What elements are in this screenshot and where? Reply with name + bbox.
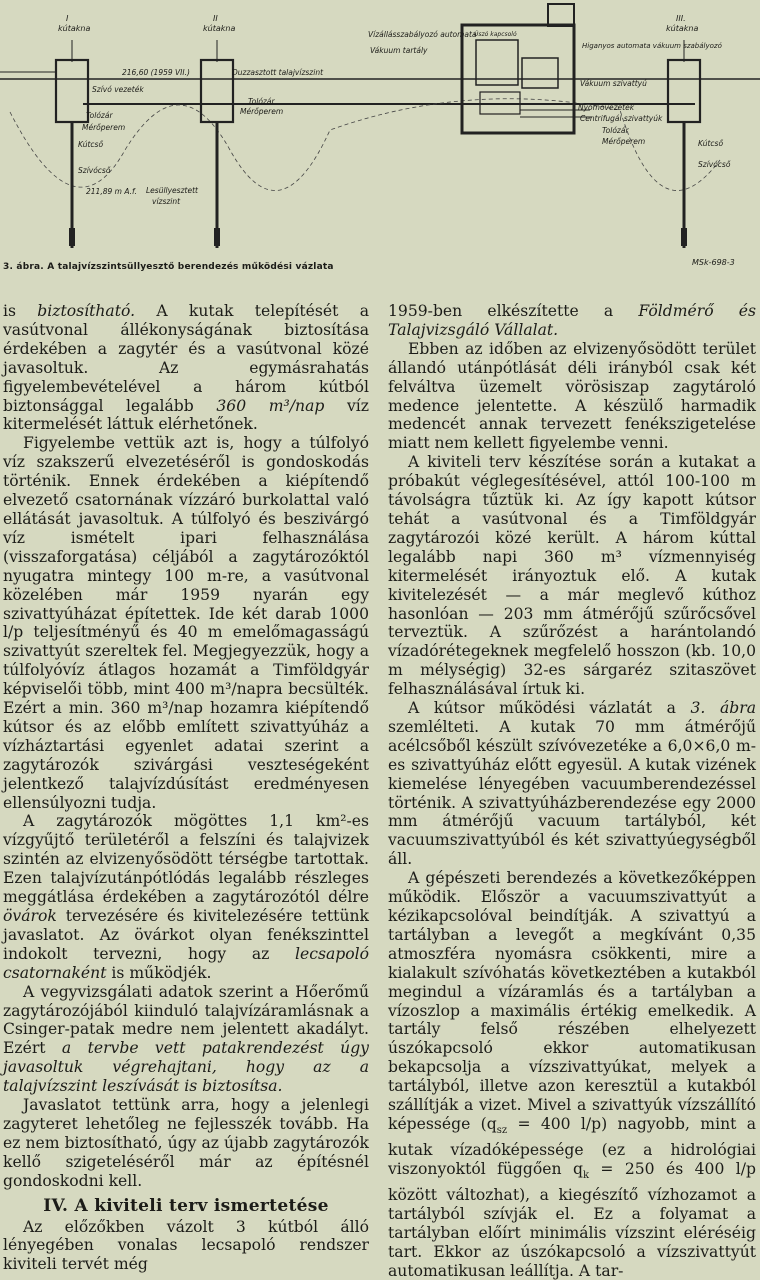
- centrifugal-pumps-label: Centrifugál szivattyúk: [580, 114, 663, 123]
- text-run: víz kitermelését láttuk elérhetőnek.: [3, 396, 369, 434]
- mercury-switch-label: Higanyos automata vákuum szabályozó: [582, 42, 722, 50]
- float-switch-label: Úszó kapcsoló: [474, 31, 517, 38]
- elevation-top-label: 216,60 (1959 VII.): [122, 68, 190, 77]
- paragraph: [3, 1096, 369, 1191]
- water-level-control-label: Vízállásszabályozó automata: [368, 30, 477, 39]
- text-run: Az előzőkben vázolt 3 kútból álló lényegében vonalas lecsapoló rendszer kiviteli tervét még: [3, 1217, 369, 1274]
- well-3-label: kútakna: [666, 24, 699, 33]
- pump-house: [462, 4, 592, 133]
- gasket-label-3: Tolózár: [602, 126, 629, 135]
- pressure-line-label: Nyomóvezeték: [578, 103, 635, 112]
- meter-flange-label-1: Mérőperem: [82, 123, 126, 132]
- well-pipe-label-3: Kútcső: [698, 139, 724, 148]
- dewatered-level-label: Duzzasztott talajvízszint: [232, 68, 324, 77]
- paragraph: [388, 340, 756, 453]
- well-2-number: II: [213, 14, 218, 23]
- well-pipe-label-1: Kútcső: [78, 140, 104, 149]
- elevation-bottom-label: 211,89 m A.f.: [86, 187, 137, 196]
- text-run: tervezésére és kivitelezésére tettünk javaslatot. Az övárkot olyan fenékszinttel indokolt tervezni, hogy az: [3, 907, 369, 963]
- paragraph: [388, 869, 756, 1280]
- well-1-label: kútakna: [58, 24, 91, 33]
- meter-flange-label-2: Mérőperem: [240, 107, 284, 116]
- lowered-level-label-1: Lesüllyesztett: [146, 186, 198, 195]
- paragraph: [388, 453, 756, 699]
- paragraph: [388, 302, 756, 340]
- text-run: biztosítható.: [37, 302, 136, 320]
- well-3: [668, 40, 700, 248]
- text-run: is: [3, 302, 38, 320]
- text-run: lecsapoló csatornaként: [3, 944, 369, 982]
- text-run: a tervbe vett patakrendezést úgy javasoltuk végrehajtani, hogy az a talajvízszint leszívását is biztosítsa.: [3, 1039, 369, 1096]
- text-run: 1959-ben elkészítette a: [388, 302, 639, 320]
- text-run: 3. ábra: [690, 699, 756, 718]
- vacuum-pump-label: Vákuum szivattyú: [580, 79, 647, 88]
- suction-pipe-label-1: Szívócső: [78, 166, 111, 175]
- text-run: A kútsor működési vázlatát a: [408, 699, 691, 718]
- text-run: sz: [496, 1125, 508, 1137]
- well-3-number: III.: [676, 14, 686, 23]
- text-run: is működjék.: [106, 963, 212, 982]
- dewatering-diagram: [0, 0, 760, 262]
- paragraph: [3, 302, 369, 434]
- text-run: övárok: [3, 907, 57, 925]
- paragraph: [3, 1218, 369, 1275]
- text-run: Ebben az időben az elvizenyősödött terület állandó utánpótlását déli irányból csak két felváltva üzemelt vörösiszap zagytároló medence jelentette. A készülő harmadik medencét annak tervezett fenékszigetelése miatt nem kellett figyelembe venni.: [388, 339, 756, 453]
- figure-code: MSk-698-3: [692, 258, 735, 267]
- figure-caption: 3. ábra. A talajvízszintsüllyesztő berendezés működési vázlata: [3, 262, 334, 272]
- text-run: A zagytározók mögöttes 1,1 km²-es vízgyűjtő területéről a felszíni és talajvizek szintén az elvizenyősödött térségbe tartottak. Ezen talajvízutánpótlódás legalább részleges meggátlása érdekében a zagytározótól délre: [3, 812, 369, 907]
- left-column: [3, 302, 369, 1274]
- suction-line-label: Szívó vezeték: [92, 85, 144, 94]
- gasket-label-2: Tolózár: [248, 97, 275, 106]
- meter-flange-label-3: Mérőperem: [602, 137, 646, 146]
- text-run: A kiviteli terv készítése során a kutakat a próbakút véglegesítésével, attól 100-100 m távolságra tűztük ki. Az így kapott kútsor tehát a vasútvonal és a Timföldgyár zagytározói közé került. A három kúttal legalább napi 360 m³ vízmennyiség kitermelését irányoztuk elő. A kutak kivitelezését — a már meglevő kúthoz hasonlóan — 203 mm átmérőjű szűrőcsővel terveztük. A szűrőzést a harántolandó vízadórétegeknek megfelelő hosszon (kb. 10,0 m mélységig) 32-es sárgaréz szitaszövet felhasználásával írtuk ki.: [388, 453, 756, 699]
- suction-pipe-label-3: Szívócső: [698, 160, 731, 169]
- text-run: = 400 l/p) nagyobb, mint a kutak vízadóképessége (ez a hidrológiai viszonyoktól függően q: [388, 1114, 756, 1178]
- paragraph: [3, 434, 369, 812]
- well-1-number: I: [66, 14, 69, 23]
- text-run: A vegyvizsgálati adatok szerint a Hőerőmű zagytározójából kiinduló talajvízáramlásnak a Csinger-patak medre nem jelentett akadályt. Ezért: [3, 982, 369, 1058]
- text-run: A kutak telepítését a vasútvonal állékonyságának biztosítása érdekében a zagytér és a vasútvonal közé javasoltuk. Az egymásrahatás figyelembevételével a három kútból biztonsággal legalább: [3, 302, 370, 415]
- text-run: szemlélteti. A kutak 70 mm átmérőjű acélcsőből készült szívóvezetéke a 6,0×6,0 m-es szivattyúház előtt egyesül. A kutak vizének kiemelése lényegében vacuumberendezéssel történik. A szivattyúházberendezése egy 2000 mm átmérőjű vacuum tartályból, két vacuumszivattyúból és két szivattyúegységből áll.: [388, 717, 756, 869]
- text-run: A gépészeti berendezés a következőképpen működik. Először a vacuumszivattyút a kézikapcsolóval beindítják. A szivattyú a tartályban a levegőt a megkívánt 0,35 atmoszféra nyomásra csökkenti, mire a kialakult szívóhatás következtében a kutakból megindul a vízáramlás és a tartályban a vízoszlop a maximális értékig emelkedik. A tartály felső részében elhelyezett úszókapcsoló ekkor automatikusan bekapcsolja a vízszivattyúkat, melyek a tartályból, illetve azon keresztül a kutakból szállítják a vizet. Mivel a szivattyúk vízszállító képessége (q: [388, 869, 756, 1133]
- text-run: 360 m³/nap: [216, 396, 325, 415]
- well-2-label: kútakna: [203, 24, 236, 33]
- text-run: Figyelembe vettük azt is, hogy a túlfolyó víz szakszerű elvezetéséről is gondoskodás történik. Ennek érdekében a kiépítendő elvezető csatornának vízzáró burkolattal való ellátását javasoltuk. A túlfolyó és beszivárgó víz ismételt ipari felhasználása (visszaforgatása) céljából a zagytározóktól nyugatra mintegy 100 m-re, a vasútvonal közelében már 1959 nyarán egy szivattyúházat építettek. Ide két darab 1000 l/p teljesítményű és 40 m emelőmagasságú szivattyút szereltek fel. Megjegyezzük, hogy a túlfolyóvíz átlagos hozamát a Timföldgyár képviselői több, mint 400 m³/napra becsülték. Ezért a min. 360 m³/nap hozamra kiépítendő kútsor és az előbb említett szivattyúház a vízháztartási egyenlet adatai szerint a zagytározók szivárgási veszteségeként jelentkező talajvízdúsítást eredményesen ellensúlyozni tudja.: [3, 434, 369, 812]
- well-2: [201, 40, 233, 248]
- text-run: Földmérő és Talajvizsgáló Vállalat.: [388, 302, 756, 339]
- paragraph: [388, 699, 756, 869]
- section-heading: IV. A kiviteli terv ismertetése: [43, 1195, 329, 1216]
- text-run: Javaslatot tettünk arra, hogy a jelenlegi zagyteret lehetőleg ne fejlesszék tovább. Ha ez nem biztosítható, úgy az újabb zagytározók kellő szigeteléséről már az építésnél gondoskodni kell.: [3, 1096, 369, 1190]
- gasket-label-1: Tolózár: [86, 111, 113, 120]
- text-run: = 250 és 400 l/p között változhat), a kiegészítő vízhozamot a tartályból szívják el. Ez a folyamat a tartályban előírt minimális vízszint eléréséig tart. Ekkor az úszókapcsoló a vízszivattyút automatikusan leállítja. A tar-: [388, 1159, 756, 1280]
- paragraph: [3, 983, 369, 1096]
- right-column: [388, 302, 756, 1280]
- text-run: k: [582, 1170, 589, 1181]
- vacuum-tank-label: Vákuum tartály: [370, 46, 428, 55]
- paragraph: [3, 812, 369, 982]
- lowered-level-label-2: vízszint: [152, 197, 181, 206]
